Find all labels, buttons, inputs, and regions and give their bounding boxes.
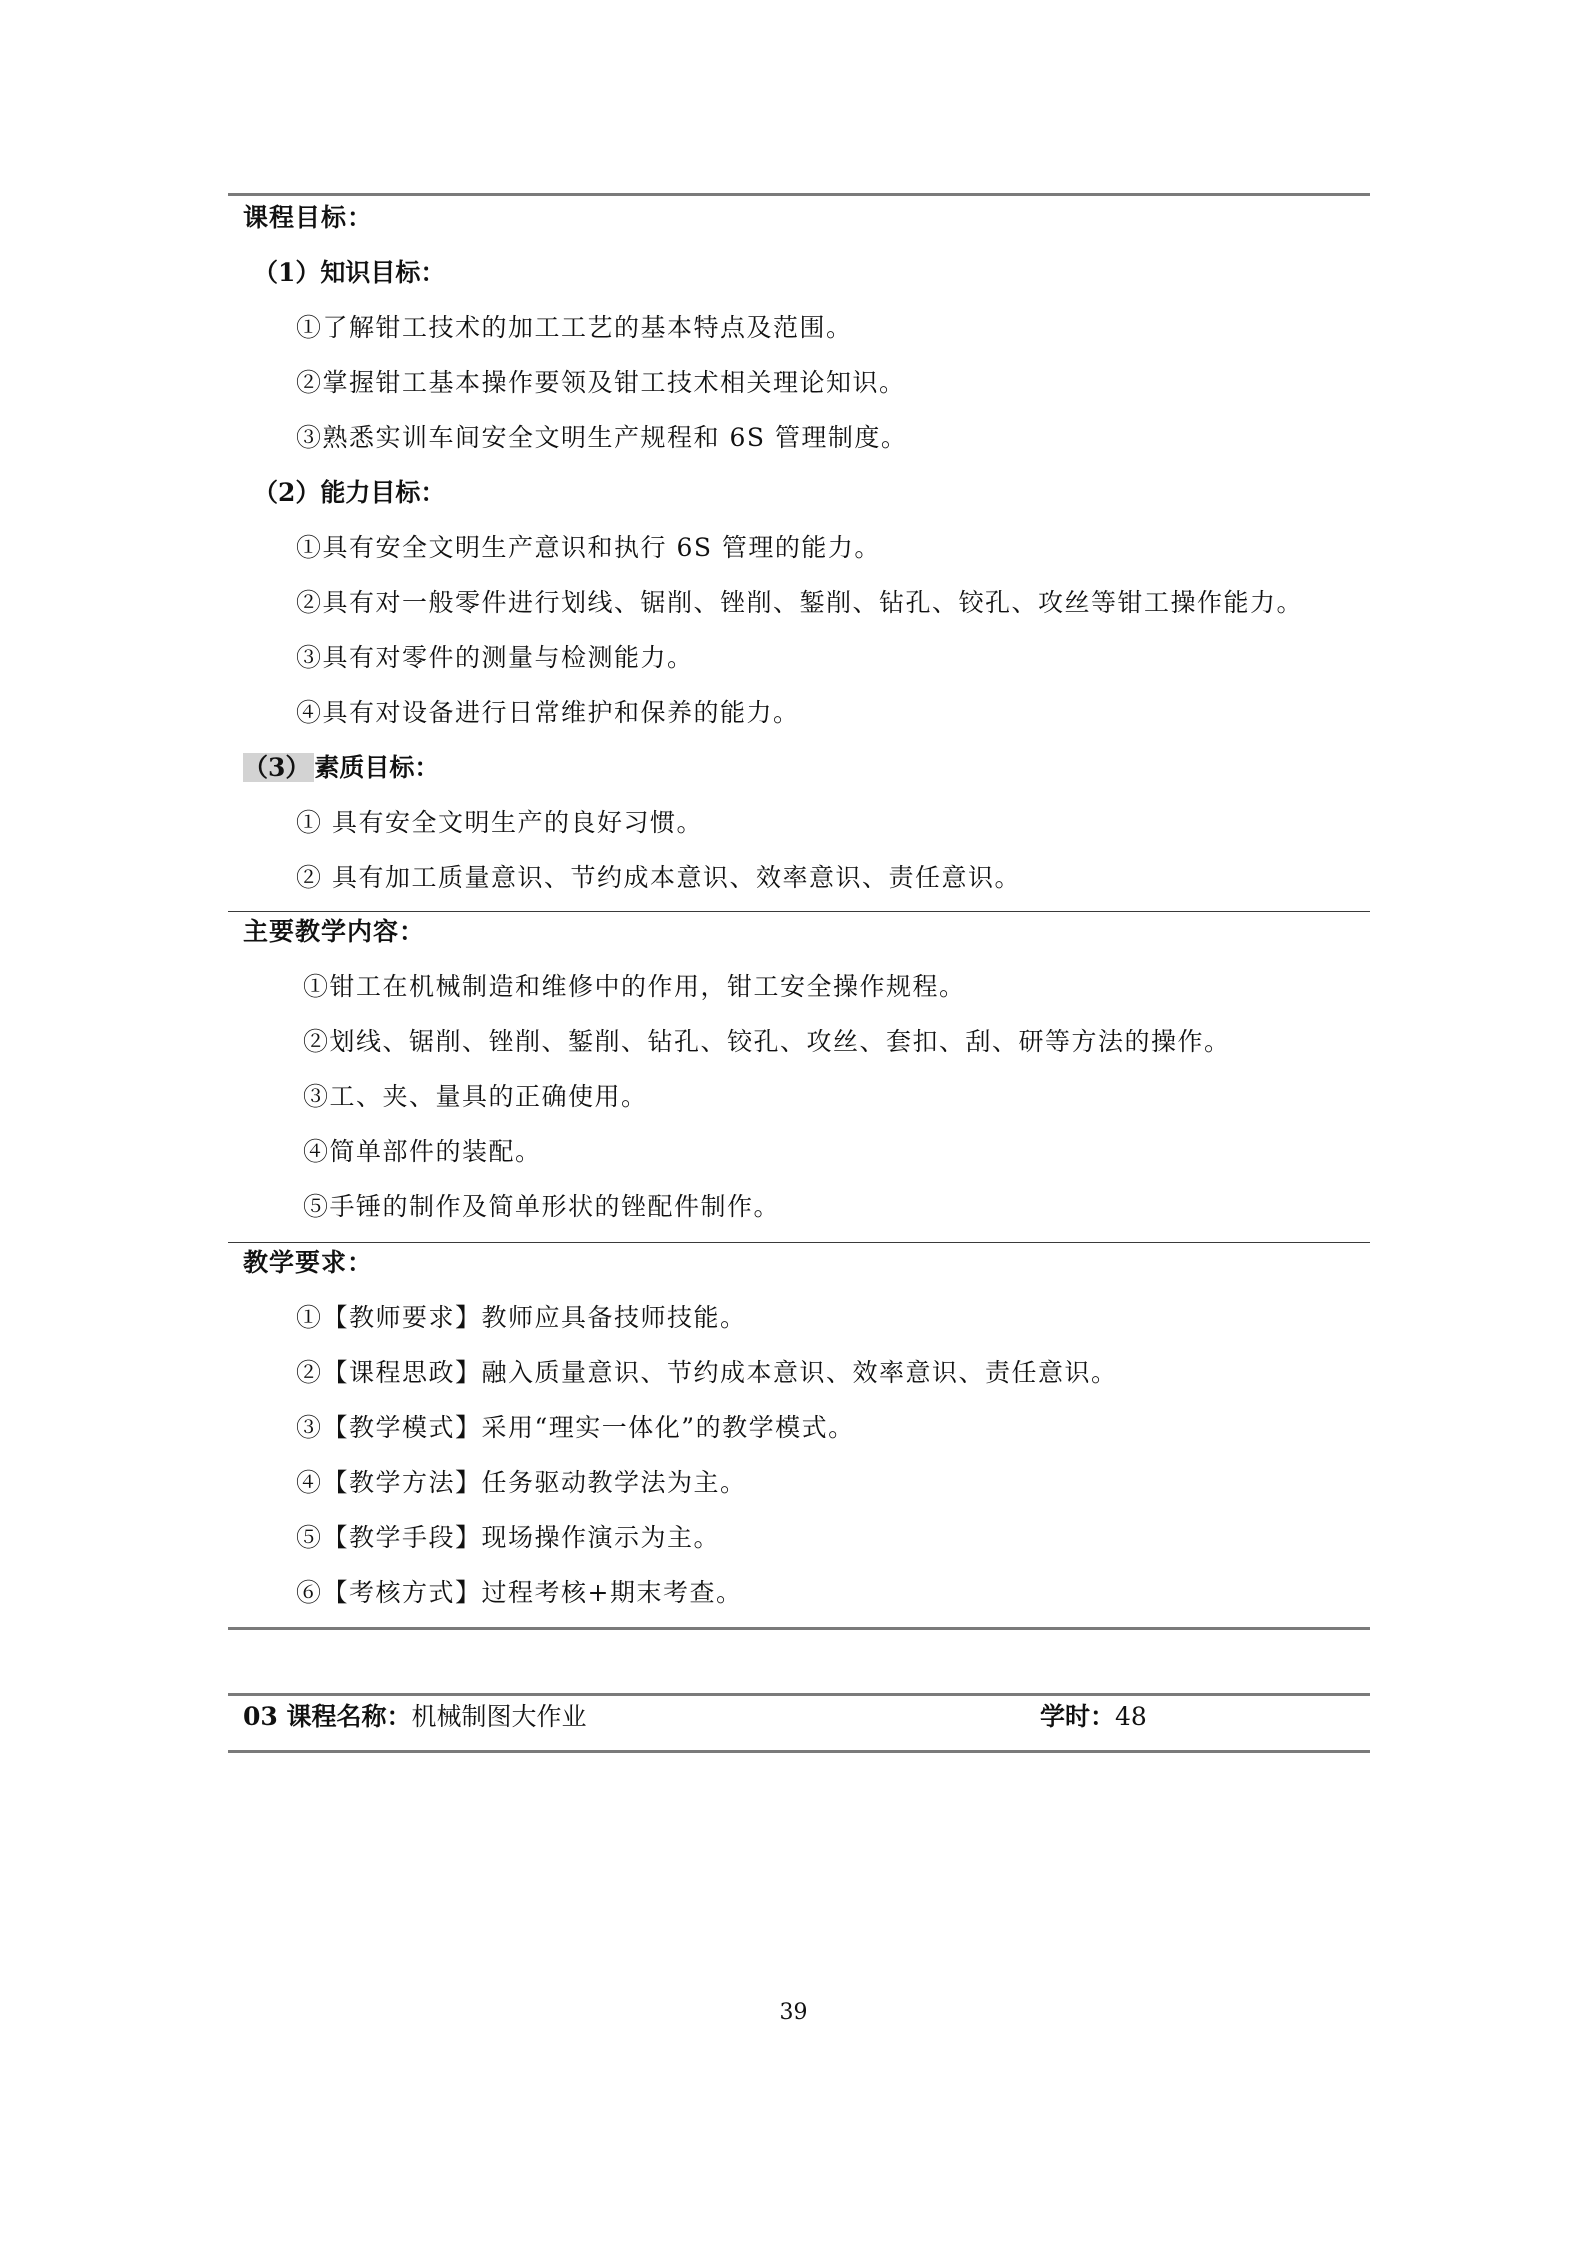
list-item: ①钳工在机械制造和维修中的作用，钳工安全操作规程。 (303, 972, 966, 1001)
list-item: ②掌握钳工基本操作要领及钳工技术相关理论知识。 (296, 368, 906, 397)
list-item: ④简单部件的装配。 (303, 1137, 542, 1166)
list-item: ③工、夹、量具的正确使用。 (303, 1082, 648, 1111)
section-end-rule (228, 1627, 1370, 1630)
course-hours (1040, 1702, 1147, 1732)
course-row (243, 1702, 1363, 1732)
content-section (243, 918, 1363, 1221)
divider (228, 911, 1370, 912)
course-name-value: 机械制图大作业 (411, 1702, 587, 1731)
course-hours-value: 48 (1115, 1702, 1147, 1731)
objectives-title: 课程目标： (243, 203, 374, 232)
list-item: ①【教师要求】教师应具备技师技能。 (296, 1303, 747, 1332)
list-item: ②划线、锯削、锉削、錾削、钻孔、铰孔、攻丝、套扣、刮、研等方法的操作。 (303, 1027, 1231, 1056)
course-top-rule (228, 1693, 1370, 1696)
course-hours-label: 学时： (1040, 1702, 1116, 1731)
page-number: 39 (779, 2000, 808, 2025)
list-item: ③熟悉实训车间安全文明生产规程和 6S 管理制度。 (296, 423, 908, 452)
list-item: ②具有对一般零件进行划线、锯削、锉削、錾削、钻孔、铰孔、攻丝等钳工操作能力。 (296, 588, 1304, 617)
list-item: ⑥【考核方式】过程考核+期末考查。 (296, 1578, 743, 1607)
ability-goal-label: （2）能力目标： (253, 478, 446, 507)
course-name-label: 03 课程名称： (243, 1702, 412, 1731)
requirements-title: 教学要求： (243, 1248, 374, 1277)
course-bottom-rule (228, 1750, 1370, 1753)
list-item: ④具有对设备进行日常维护和保养的能力。 (296, 698, 800, 727)
list-item: ⑤【教学手段】现场操作演示为主。 (296, 1523, 721, 1552)
list-item: ④【教学方法】任务驱动教学法为主。 (296, 1468, 747, 1497)
quality-goal-number: （3） (243, 753, 314, 782)
content-title: 主要教学内容： (243, 917, 426, 946)
list-item: ①了解钳工技术的加工工艺的基本特点及范围。 (296, 313, 853, 342)
top-rule (228, 193, 1370, 196)
list-item: ③具有对零件的测量与检测能力。 (296, 643, 694, 672)
list-item: ② 具有加工质量意识、节约成本意识、效率意识、责任意识。 (296, 863, 1021, 892)
list-item: ③【教学模式】采用“理实一体化”的教学模式。 (296, 1413, 855, 1442)
list-item: ① 具有安全文明生产的良好习惯。 (296, 808, 703, 837)
quality-goal-label (243, 754, 1363, 782)
objectives-section (243, 204, 1363, 892)
quality-goal-text: 素质目标： (314, 753, 440, 782)
list-item: ①具有安全文明生产意识和执行 6S 管理的能力。 (296, 533, 881, 562)
list-item: ⑤手锤的制作及简单形状的锉配件制作。 (303, 1192, 781, 1221)
list-item: ②【课程思政】融入质量意识、节约成本意识、效率意识、责任意识。 (296, 1358, 1118, 1387)
divider (228, 1242, 1370, 1243)
knowledge-goal-label: （1）知识目标： (253, 258, 446, 287)
requirements-section (243, 1249, 1363, 1607)
